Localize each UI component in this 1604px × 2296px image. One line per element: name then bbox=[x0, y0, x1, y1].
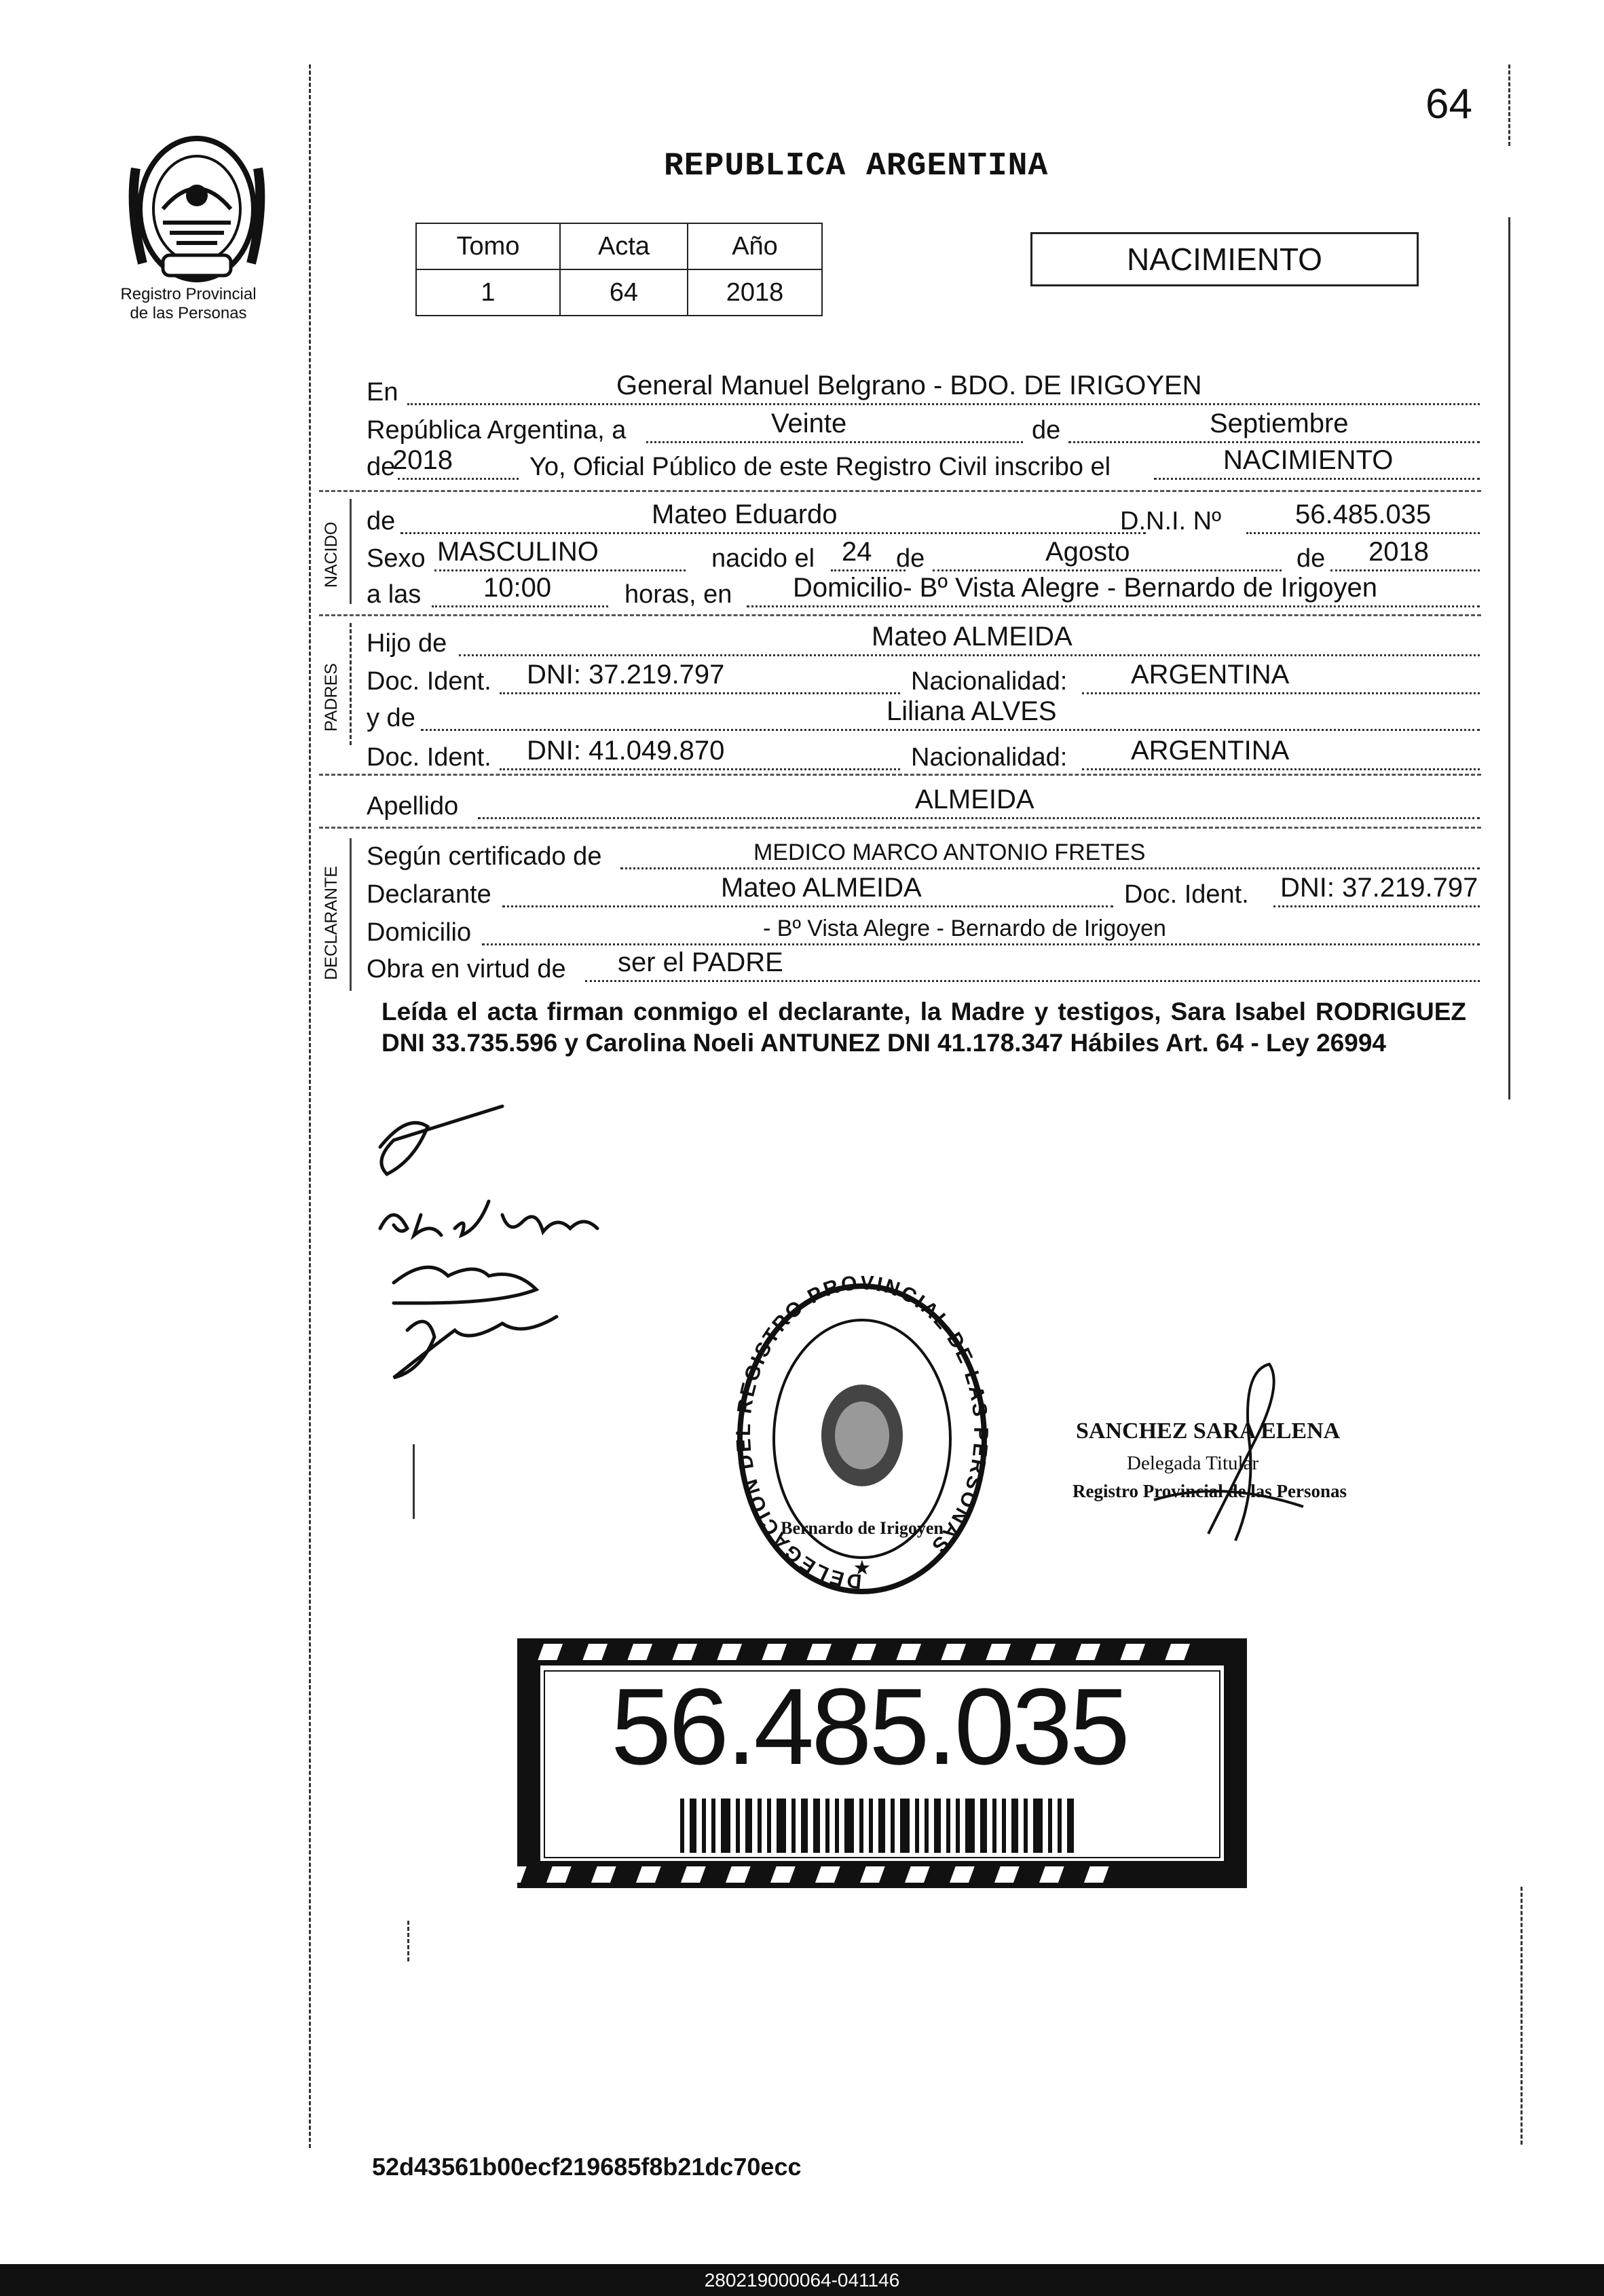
barcode-bar bbox=[992, 1799, 996, 1853]
page-number: 64 bbox=[1425, 81, 1472, 128]
barcode-bar bbox=[1011, 1799, 1018, 1853]
value-obra: ser el PADRE bbox=[618, 947, 783, 977]
left-margin-rule bbox=[309, 64, 311, 2148]
section-divider bbox=[319, 774, 1481, 776]
right-margin-tick bbox=[1508, 64, 1510, 146]
value-place: Domicilio- Bº Vista Alegre - Bernardo de Irigoyen bbox=[793, 573, 1377, 603]
provincial-registry-logo bbox=[115, 128, 278, 290]
barcode-bar bbox=[925, 1799, 929, 1853]
section-divider bbox=[319, 490, 1481, 492]
value-birth-day: 24 bbox=[842, 537, 872, 567]
barcode-bar bbox=[878, 1799, 885, 1853]
barcode-bar bbox=[1067, 1799, 1074, 1853]
value-day: Veinte bbox=[771, 409, 847, 438]
value-time: 10:00 bbox=[483, 573, 552, 603]
barcode-bar bbox=[1002, 1799, 1006, 1853]
declarante-rule bbox=[350, 838, 352, 991]
barcode-bar bbox=[844, 1799, 854, 1853]
barcode-bar bbox=[813, 1799, 820, 1853]
value-declarante-doc: DNI: 37.219.797 bbox=[1280, 873, 1478, 903]
barcode-bar bbox=[825, 1799, 829, 1853]
logo-caption bbox=[95, 285, 282, 323]
barcode-bar bbox=[690, 1799, 696, 1853]
register-value-acta: 64 bbox=[560, 269, 688, 316]
barcode-bar bbox=[965, 1799, 975, 1853]
registrar-role: Delegada Titular bbox=[1127, 1452, 1259, 1474]
value-mother: Liliana ALVES bbox=[887, 696, 1057, 726]
barcode-bar bbox=[711, 1799, 715, 1853]
right-margin-rule bbox=[1508, 217, 1510, 1099]
barcode-bar bbox=[891, 1799, 895, 1853]
label-y-de: y de bbox=[367, 704, 415, 732]
value-domicilio: - Bº Vista Alegre - Bernardo de Irigoyen bbox=[763, 916, 1166, 941]
barcode-bar bbox=[946, 1799, 950, 1853]
barcode-bar bbox=[934, 1799, 941, 1853]
label-obra: Obra en virtud de bbox=[367, 955, 566, 983]
logo-caption-line-2: de las Personas bbox=[130, 304, 247, 322]
value-birth-year: 2018 bbox=[1368, 537, 1429, 567]
barcode-bar bbox=[745, 1799, 752, 1853]
barcode-bar bbox=[900, 1799, 910, 1853]
label-oficial: Yo, Oficial Público de este Registro Civil inscribo el bbox=[529, 453, 1111, 481]
label-republica: República Argentina, a bbox=[367, 416, 627, 445]
barcode-bar bbox=[1033, 1799, 1043, 1853]
barcode-number: 56.485.035 bbox=[611, 1665, 1127, 1787]
label-declarante: Declarante bbox=[367, 880, 491, 909]
barcode-bar bbox=[869, 1799, 873, 1853]
record-type-box: NACIMIENTO bbox=[1030, 232, 1419, 286]
barcode-bar bbox=[767, 1799, 771, 1853]
label-nacido-el: nacido el bbox=[711, 544, 815, 573]
barcode-bar bbox=[721, 1799, 730, 1853]
label-de-birth-month: de bbox=[896, 544, 925, 573]
value-month: Septiembre bbox=[1210, 409, 1349, 438]
value-mother-nat: ARGENTINA bbox=[1131, 736, 1290, 766]
label-doc-mother: Doc. Ident. bbox=[367, 743, 491, 772]
label-certificado: Según certificado de bbox=[367, 842, 602, 871]
value-mother-doc: DNI: 41.049.870 bbox=[527, 736, 725, 766]
label-de: de bbox=[1032, 416, 1061, 445]
label-de-name: de bbox=[367, 507, 396, 535]
section-label-padres: PADRES bbox=[322, 663, 341, 732]
document-title: REPUBLICA ARGENTINA bbox=[664, 148, 1049, 185]
row-year bbox=[367, 445, 1480, 486]
barcode-bar bbox=[680, 1799, 684, 1853]
seal-star-icon: ★ bbox=[853, 1556, 872, 1580]
label-doc-declarante: Doc. Ident. bbox=[1124, 880, 1249, 909]
label-sexo: Sexo bbox=[367, 544, 426, 573]
section-label-declarante: DECLARANTE bbox=[322, 865, 341, 980]
barcode-bar bbox=[758, 1799, 762, 1853]
barcode-bar bbox=[1058, 1799, 1062, 1853]
barcode-bar bbox=[736, 1799, 740, 1853]
padres-rule bbox=[350, 623, 352, 745]
official-seal bbox=[726, 1276, 998, 1602]
barcode-bar bbox=[1048, 1799, 1052, 1853]
label-domicilio: Domicilio bbox=[367, 918, 472, 947]
value-name: Mateo Eduardo bbox=[652, 500, 838, 529]
label-dni: D.N.I. Nº bbox=[1120, 507, 1221, 535]
seal-inner-text: Bernardo de Irigoyen bbox=[781, 1518, 944, 1538]
margin-tick bbox=[407, 1921, 409, 1961]
barcode-bar bbox=[859, 1799, 863, 1853]
register-header-acta: Acta bbox=[560, 223, 688, 269]
row-apellido bbox=[367, 787, 1480, 825]
register-header-row bbox=[416, 223, 822, 269]
value-certificado: MEDICO MARCO ANTONIO FRETES bbox=[753, 840, 1146, 865]
label-de-birth-year: de bbox=[1297, 544, 1326, 573]
barcode-bar bbox=[702, 1799, 706, 1853]
value-sexo: MASCULINO bbox=[437, 537, 599, 567]
row-obra bbox=[367, 947, 1480, 988]
barcode-bar bbox=[980, 1799, 987, 1853]
value-father-nat: ARGENTINA bbox=[1131, 660, 1290, 690]
barcode-bar bbox=[801, 1799, 808, 1853]
value-father: Mateo ALMEIDA bbox=[872, 622, 1073, 652]
nacido-rule bbox=[350, 499, 352, 604]
row-mother-doc bbox=[367, 738, 1480, 776]
register-value-tomo: 1 bbox=[416, 269, 560, 316]
margin-tick bbox=[413, 1444, 415, 1519]
barcode-bar bbox=[791, 1799, 796, 1853]
document-hash: 52d43561b00ecf219685f8b21dc70ecc bbox=[372, 2153, 802, 2181]
value-en: General Manuel Belgrano - BDO. DE IRIGOYEN bbox=[616, 371, 1202, 400]
label-en: En bbox=[367, 378, 398, 407]
value-birth-month: Agosto bbox=[1045, 537, 1130, 567]
registrar-name: SANCHEZ SARA ELENA bbox=[1076, 1418, 1341, 1444]
register-header-anio: Año bbox=[688, 223, 822, 269]
value-dni: 56.485.035 bbox=[1295, 500, 1432, 529]
label-nac-mother: Nacionalidad: bbox=[911, 743, 1068, 772]
value-act: NACIMIENTO bbox=[1223, 445, 1394, 475]
margin-tick bbox=[1521, 1887, 1523, 2145]
section-label-nacido: NACIDO bbox=[322, 521, 341, 588]
closing-paragraph: Leída el acta firman conmigo el declarante, la Madre y testigos, Sara Isabel RODRIGUEZ DNI 33.735.596 y Carolina Noeli ANTUNEZ DNI 41.178.347 Hábiles Art. 64 - Ley 26994 bbox=[381, 998, 1466, 1057]
barcode-bar bbox=[956, 1799, 960, 1853]
value-apellido: ALMEIDA bbox=[915, 785, 1034, 814]
label-a-las: a las bbox=[367, 580, 422, 609]
section-divider bbox=[319, 827, 1481, 829]
label-horas-en: horas, en bbox=[624, 580, 732, 609]
register-value-anio: 2018 bbox=[688, 269, 822, 316]
value-year: 2018 bbox=[392, 445, 453, 475]
barcode-bar bbox=[835, 1799, 839, 1853]
register-header-tomo: Tomo bbox=[416, 223, 560, 269]
witness-signatures bbox=[367, 1099, 665, 1385]
row-domicilio bbox=[367, 914, 1480, 952]
row-declarante bbox=[367, 873, 1480, 914]
registrar-office: Registro Provincial de las Personas bbox=[1073, 1481, 1347, 1501]
register-table bbox=[415, 223, 823, 316]
barcode-bar bbox=[777, 1799, 786, 1853]
logo-caption-line-1: Registro Provincial bbox=[120, 285, 257, 303]
label-de-year: de bbox=[367, 453, 396, 481]
label-apellido: Apellido bbox=[367, 792, 459, 821]
value-father-doc: DNI: 37.219.797 bbox=[527, 660, 725, 690]
barcode-bar bbox=[915, 1799, 919, 1853]
seal-ring-text: DELEGACION DEL REGISTRO PROVINCIAL DE LAS PERSONAS bbox=[732, 1276, 992, 1593]
label-nac-father: Nacionalidad: bbox=[911, 667, 1068, 696]
label-doc-father: Doc. Ident. bbox=[367, 667, 491, 696]
row-time-place bbox=[367, 573, 1480, 614]
register-value-row bbox=[416, 269, 822, 316]
barcode-bar bbox=[1024, 1799, 1028, 1853]
label-hijo-de: Hijo de bbox=[367, 629, 447, 658]
value-declarante: Mateo ALMEIDA bbox=[721, 873, 922, 903]
footer-code: 280219000064-041146 bbox=[0, 2264, 1604, 2296]
section-divider bbox=[319, 614, 1481, 616]
